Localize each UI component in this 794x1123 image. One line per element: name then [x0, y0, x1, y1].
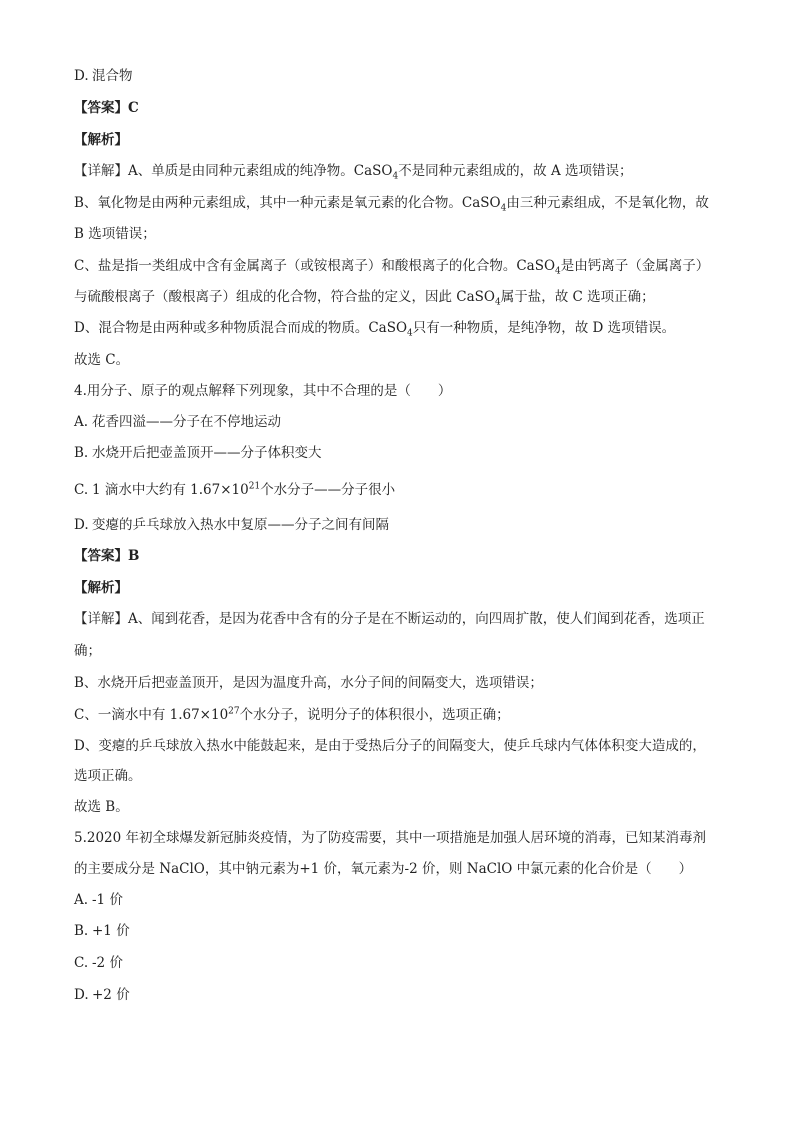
q3-answer: 【答案】C	[74, 100, 139, 116]
q4-option-a: A. 花香四溢——分子在不停地运动	[74, 414, 281, 430]
q4-option-b: B. 水烧开后把壶盖顶开——分子体积变大	[74, 445, 322, 461]
q5-option-b: B. +1 价	[74, 923, 130, 939]
q4-stem: 4.用分子、原子的观点解释下列现象，其中不合理的是（ ）	[74, 383, 452, 399]
q4-analysis-label: 【解析】	[74, 580, 128, 596]
q5-stem-line: 的主要成分是 NaClO，其中钠元素为+1 价，氧元素为-2 价，则 NaClO 中氯元素的化合价是（ ）	[74, 861, 693, 877]
q4-detail-line: 【详解】A、闻到花香，是因为花香中含有的分子是在不断运动的，向四周扩散，使人们闻到花香，选项正	[74, 611, 705, 627]
q5-option-c: C. -2 价	[74, 955, 123, 971]
q3-conclusion: 故选 C。	[74, 352, 130, 368]
q5-option-d: D. +2 价	[74, 987, 130, 1003]
q3-detail-line: C、盐是指一类组成中含有金属离子（或铵根离子）和酸根离子的化合物。CaSO$_4$是由钙离子（金属离子）	[74, 258, 710, 277]
q3-option-d: D. 混合物	[74, 68, 133, 84]
q3-analysis-label: 【解析】	[74, 132, 128, 148]
q4-detail-line: 选项正确。	[74, 768, 142, 784]
q4-answer: 【答案】B	[74, 548, 140, 564]
q4-detail-line: D、变瘪的乒乓球放入热水中能鼓起来，是由于受热后分子的间隔变大，使乒乓球内气体体积变大造成的，	[74, 738, 706, 754]
q3-detail-line: 与硫酸根离子（酸根离子）组成的化合物，符合盐的定义，因此 CaSO$_4$属于盐，故 C 选项正确；	[74, 289, 655, 308]
q4-detail-line: C、一滴水中有 $1.67\times 10^{27}$个水分子，说明分子的体积很小，选项正确；	[74, 706, 510, 723]
q3-detail-line: B、氧化物是由两种元素组成，其中一种元素是氧元素的化合物。CaSO$_4$由三种元素组成，不是氧化物，故	[74, 195, 709, 214]
q3-detail-line: 【详解】A、单质是由同种元素组成的纯净物。CaSO$_4$不是同种元素组成的，故 A 选项错误；	[74, 163, 633, 182]
q5-stem-line: 5.2020 年初全球爆发新冠肺炎疫情，为了防疫需要，其中一项措施是加强人居环境的消毒，已知某消毒剂	[74, 830, 707, 846]
q4-conclusion: 故选 B。	[74, 799, 129, 815]
q4-option-c: C. 1 滴水中大约有 $1.67\times 10^{21}$个水分子——分子很小	[74, 481, 396, 498]
q4-detail-line: 确；	[74, 643, 101, 659]
q3-detail-line: B 选项错误；	[74, 226, 156, 242]
q4-option-d: D. 变瘪的乒乓球放入热水中复原——分子之间有间隔	[74, 517, 389, 533]
q4-detail-line: B、水烧开后把壶盖顶开，是因为温度升高，水分子间的间隔变大，选项错误；	[74, 675, 543, 691]
q5-option-a: A. -1 价	[74, 892, 123, 908]
q3-detail-line: D、混合物是由两种或多种物质混合而成的物质。CaSO$_4$只有一种物质，是纯净物，故 D 选项错误。	[74, 320, 676, 339]
